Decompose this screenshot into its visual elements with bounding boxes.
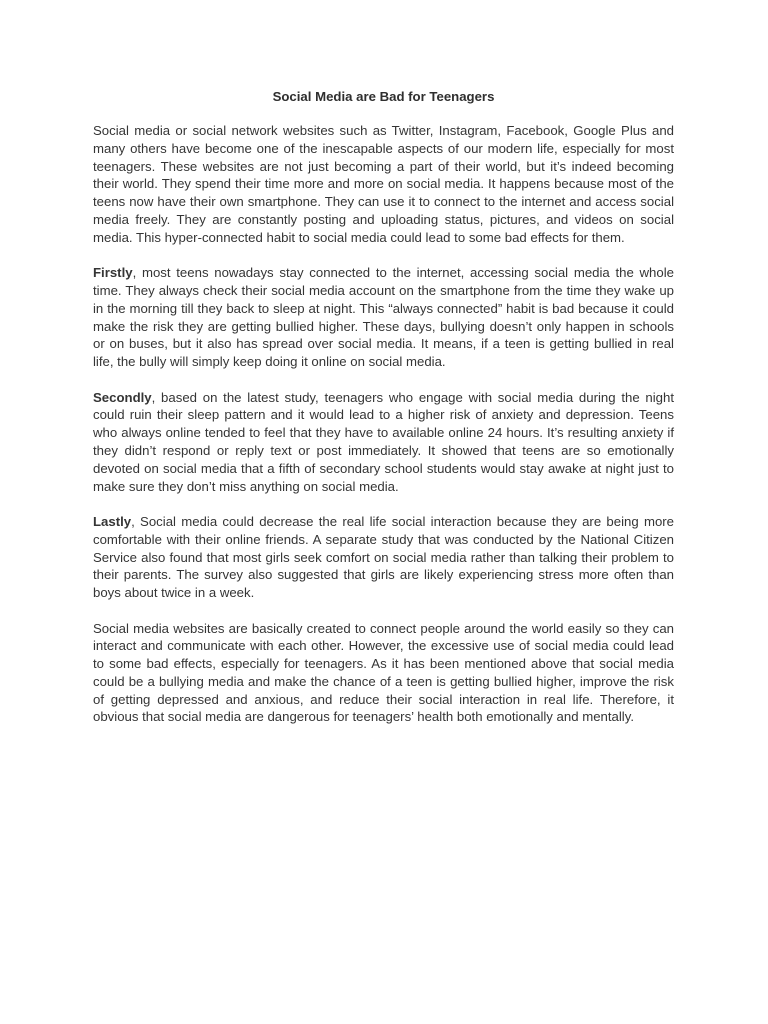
paragraph-text: , Social media could decrease the real life social interaction because they are being more comfortable with their online friends. A separate study that was conducted by the National Citizen Service also found that most girls seek comfort on social media rather than talking their problem to their parents. The survey also suggested that girls are likely experiencing stress more often than boys about twice in a week. — [93, 513, 674, 601]
paragraph-lead: Lastly — [93, 513, 132, 529]
document-page — [93, 88, 674, 744]
paragraph-firstly — [93, 264, 674, 371]
paragraph-intro — [93, 122, 674, 247]
document-title: Social Media are Bad for Teenagers — [272, 89, 495, 104]
paragraph-lead: Firstly — [93, 265, 133, 281]
paragraph-lastly — [93, 513, 674, 602]
paragraph-text: Social media websites are basically created to connect people around the world easily so they can interact and communicate with each other. However, the excessive use of social media could lead to some bad effects, especially for teenagers. As it has been mentioned above that social media could be a bullying media and make the chance of a teen is getting bullied higher, improve the risk of getting depressed and anxious, and reduce their social interaction in real life. Therefore, it obvious that social media are dangerous for teenagers’ health both emotionally and mentally. — [93, 620, 674, 725]
paragraph-secondly — [93, 389, 674, 496]
paragraph-text: , most teens nowadays stay connected to the internet, accessing social media the whole time. They always check their social media account on the smartphone from the time they wake up in the morning till they back to sleep at night. This “always connected” habit is bad because it could make the risk they are getting bullied higher. These days, bullying doesn’t only happen in schools or on buses, but it also has spread over social media. It means, if a teen is getting bullied in real life, the bully will simply keep doing it online on social media. — [93, 265, 674, 370]
paragraph-lead: Secondly — [93, 389, 152, 405]
paragraph-conclusion — [93, 620, 674, 727]
paragraph-text: , based on the latest study, teenagers who engage with social media during the night could ruin their sleep pattern and it would lead to a higher risk of anxiety and depression. Teens who always online tended to feel that they have to available online 24 hours. It’s resulting anxiety if they didn’t respond or reply text or post immediately. It showed that teens are so emotionally devoted on social media that a fifth of secondary school students would stay awake at night just to make sure they don’t miss anything on social media. — [93, 389, 674, 494]
paragraph-text: Social media or social network websites such as Twitter, Instagram, Facebook, Google Plus and many others have become one of the inescapable aspects of our modern life, especially for most teenagers. These websites are not just becoming a part of their world, but it’s indeed becoming their world. They spend their time more and more on social media. It happens because most of the teens now have their own smartphone. They can use it to connect to the internet and access social media freely. They are constantly posting and uploading status, pictures, and videos on social media. This hyper-connected habit to social media could lead to some bad effects for them. — [93, 123, 674, 245]
